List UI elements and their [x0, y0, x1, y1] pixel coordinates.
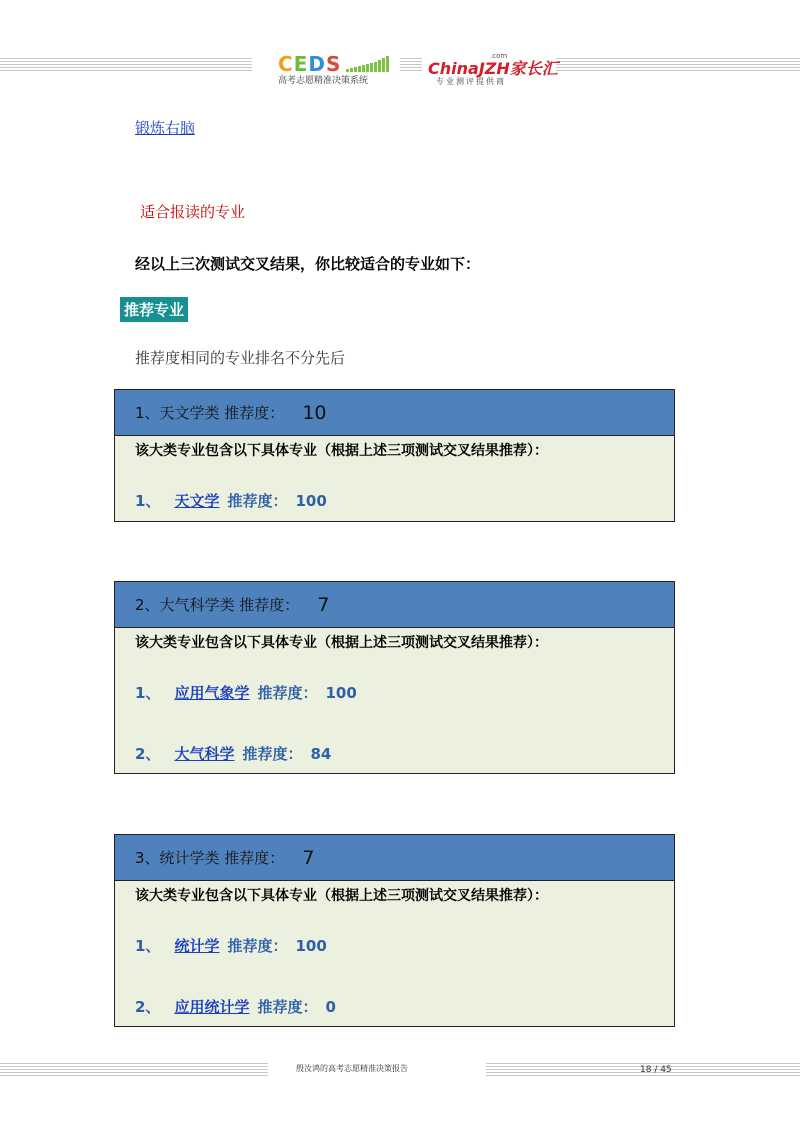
ceds-logo-text: CEDS [278, 52, 342, 76]
category-card-atmospheric-science [114, 581, 675, 774]
category-header: 3、统计学类 推荐度： 7 [115, 835, 674, 881]
major-link-applied-meteorology[interactable]: 应用气象学 [174, 684, 250, 702]
major-link-statistics[interactable]: 统计学 [174, 937, 220, 955]
header-stripe-left [0, 58, 252, 72]
category-score: 7 [317, 593, 330, 616]
recommended-majors-tag: 推荐专业 [120, 297, 188, 322]
major-item: 2、 大气科学 推荐度： 84 [135, 745, 332, 763]
chinajzh-logo: .com ChinaJZH家长汇 专业测评提供商 [428, 52, 558, 86]
category-header: 2、大气科学类 推荐度： 7 [115, 582, 674, 628]
section-title: 适合报读的专业 [140, 203, 246, 221]
major-item: 1、 应用气象学 推荐度： 100 [135, 684, 357, 702]
page-number: 18 / 45 [640, 1065, 672, 1075]
major-item: 1、 统计学 推荐度： 100 [135, 937, 327, 955]
category-card-statistics [114, 834, 675, 1027]
major-link-applied-statistics[interactable]: 应用统计学 [174, 998, 250, 1016]
category-subtitle: 该大类专业包含以下具体专业（根据上述三项测试交叉结果推荐）： [135, 888, 548, 904]
major-link-atmospheric-science[interactable]: 大气科学 [174, 745, 235, 763]
footer-report-title: 殷汝鸿的高考志愿精准决策报告 [296, 1064, 408, 1073]
ceds-logo [278, 52, 393, 86]
major-item: 1、 天文学 推荐度： 100 [135, 492, 327, 510]
ceds-logo-subtitle: 高考志愿精准决策系统 [278, 76, 369, 86]
category-card-astronomy [114, 389, 675, 522]
footer-stripe-left [0, 1063, 268, 1077]
category-header: 1、天文学类 推荐度： 10 [115, 390, 674, 436]
category-score: 10 [302, 401, 327, 424]
category-subtitle: 该大类专业包含以下具体专业（根据上述三项测试交叉结果推荐）： [135, 635, 548, 651]
category-subtitle: 该大类专业包含以下具体专业（根据上述三项测试交叉结果推荐）： [135, 443, 548, 459]
header-stripe-right [556, 58, 800, 72]
ranking-note: 推荐度相同的专业排名不分先后 [135, 349, 346, 367]
brain-training-link[interactable]: 锻炼右脑 [135, 119, 196, 137]
major-link-astronomy[interactable]: 天文学 [174, 492, 220, 510]
ceds-bars-icon [346, 54, 390, 72]
major-item: 2、 应用统计学 推荐度： 0 [135, 998, 336, 1016]
intro-text: 经以上三次测试交叉结果，你比较适合的专业如下： [135, 255, 481, 273]
category-score: 7 [302, 846, 315, 869]
header-stripe-middle [400, 58, 422, 72]
